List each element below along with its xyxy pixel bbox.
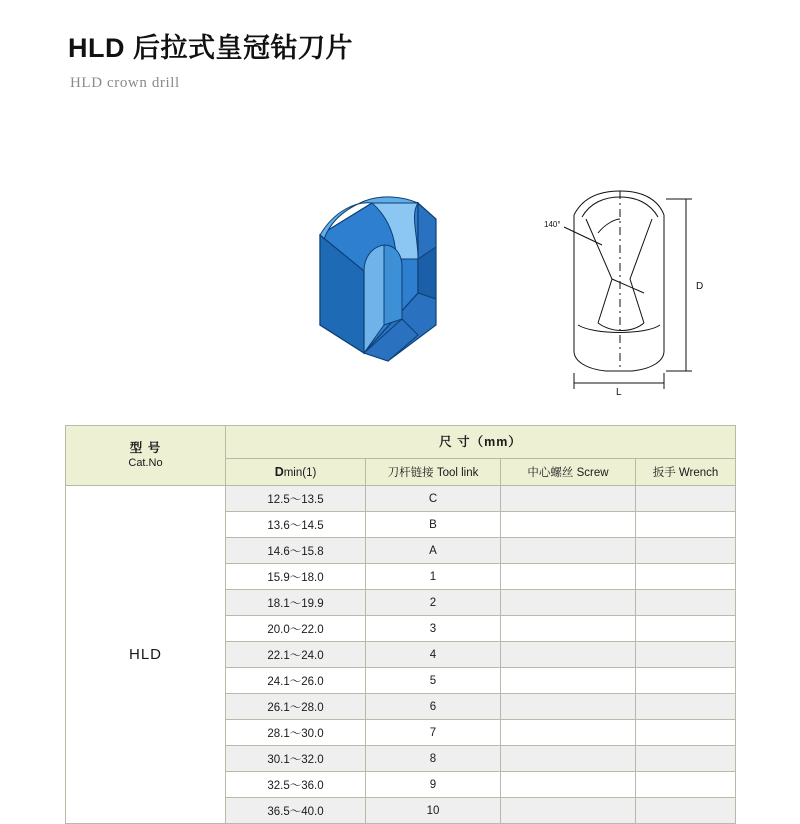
cell-tool-link: A — [366, 538, 501, 564]
header-catno — [66, 426, 226, 486]
table-row — [66, 486, 736, 512]
cell-dmin: 22.1～24.0 — [226, 642, 366, 668]
cell-screw — [501, 746, 636, 772]
cell-screw — [501, 668, 636, 694]
cell-screw — [501, 486, 636, 512]
cell-tool-link: 2 — [366, 590, 501, 616]
cell-dmin: 30.1～32.0 — [226, 746, 366, 772]
cell-dmin: 28.1～30.0 — [226, 720, 366, 746]
cell-dmin: 32.5～36.0 — [226, 772, 366, 798]
insert-3d-figure — [268, 175, 508, 385]
cell-tool-link: 3 — [366, 616, 501, 642]
cell-dmin: 24.1～26.0 — [226, 668, 366, 694]
dimension-drawing-figure — [520, 175, 720, 395]
cell-dmin: 13.6～14.5 — [226, 512, 366, 538]
angle-label: 140° — [544, 220, 561, 229]
cell-screw — [501, 772, 636, 798]
header-dmin-prefix: D — [274, 465, 284, 479]
cell-tool-link: 7 — [366, 720, 501, 746]
header-wrench: 扳手 Wrench — [636, 459, 736, 486]
header-catno-en: Cat.No — [128, 456, 163, 469]
table-header-row-top — [66, 426, 736, 459]
cell-wrench — [636, 798, 736, 824]
cell-screw — [501, 720, 636, 746]
cell-screw — [501, 616, 636, 642]
cell-dmin: 15.9～18.0 — [226, 564, 366, 590]
cell-wrench — [636, 642, 736, 668]
cell-tool-link: 4 — [366, 642, 501, 668]
header-tool-link: 刀杆链接 Tool link — [366, 459, 501, 486]
cell-dmin: 26.1～28.0 — [226, 694, 366, 720]
cell-tool-link: 10 — [366, 798, 501, 824]
header-catno-zh: 型 号 — [129, 440, 162, 455]
cell-wrench — [636, 772, 736, 798]
cell-screw — [501, 538, 636, 564]
cell-wrench — [636, 590, 736, 616]
page-title: HLD 后拉式皇冠钻刀片 — [68, 33, 353, 63]
cell-screw — [501, 798, 636, 824]
cell-screw — [501, 512, 636, 538]
cell-wrench — [636, 720, 736, 746]
cell-wrench — [636, 746, 736, 772]
page-subtitle: HLD crown drill — [70, 75, 180, 91]
cell-tool-link: 6 — [366, 694, 501, 720]
cell-wrench — [636, 486, 736, 512]
cell-tool-link: 1 — [366, 564, 501, 590]
cell-tool-link: C — [366, 486, 501, 512]
cell-wrench — [636, 538, 736, 564]
cell-screw — [501, 642, 636, 668]
cell-wrench — [636, 512, 736, 538]
cell-dmin: 36.5～40.0 — [226, 798, 366, 824]
cell-screw — [501, 694, 636, 720]
cell-tool-link: 9 — [366, 772, 501, 798]
cell-wrench — [636, 668, 736, 694]
diameter-label: D — [696, 281, 704, 292]
specification-table — [65, 425, 736, 824]
cell-dmin: 20.0～22.0 — [226, 616, 366, 642]
cell-tool-link: 5 — [366, 668, 501, 694]
cell-tool-link: 8 — [366, 746, 501, 772]
cell-screw — [501, 564, 636, 590]
cell-wrench — [636, 616, 736, 642]
cell-dmin: 12.5～13.5 — [226, 486, 366, 512]
cell-wrench — [636, 564, 736, 590]
cell-catno-value: HLD — [66, 486, 226, 824]
header-dmin — [226, 459, 366, 486]
cell-dmin: 18.1～19.9 — [226, 590, 366, 616]
cell-wrench — [636, 694, 736, 720]
header-dmin-suffix: min(1) — [283, 467, 317, 479]
header-size-group: 尺 寸（mm） — [226, 426, 736, 459]
length-label: L — [616, 387, 622, 395]
cell-tool-link: B — [366, 512, 501, 538]
cell-dmin: 14.6～15.8 — [226, 538, 366, 564]
cell-screw — [501, 590, 636, 616]
header-screw: 中心螺丝 Screw — [501, 459, 636, 486]
